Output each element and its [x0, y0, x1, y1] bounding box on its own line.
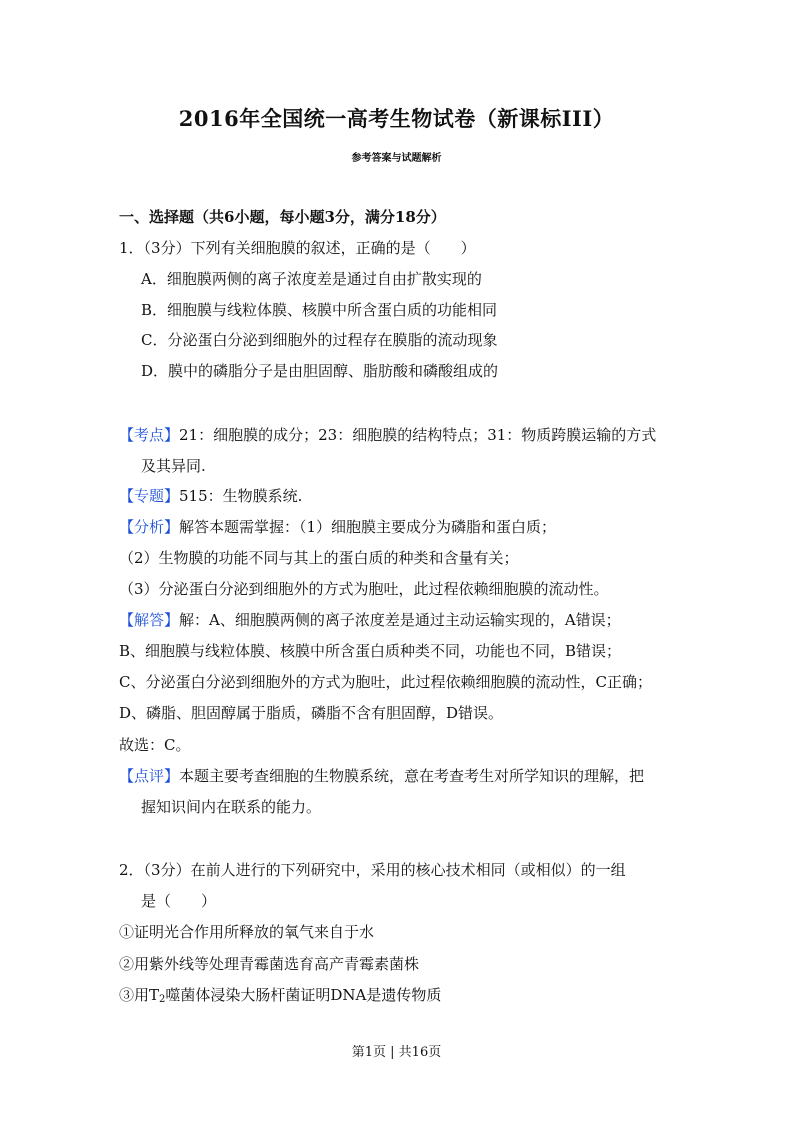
page-title: 2016年全国统一高考生物试卷（新课标III）: [178, 106, 615, 131]
item-3-prefix: ③用T: [119, 986, 160, 1004]
kaodian-text: 21：细胞膜的成分；23：细胞膜的结构特点；31：物质跨膜运输的方式: [179, 426, 657, 444]
question-1-option-c: C．分泌蛋白分泌到细胞外的过程存在膜脂的流动现象: [141, 331, 498, 349]
jieda-d: D、磷脂、胆固醇属于脂质，磷脂不含有胆固醇，D错误。: [119, 704, 504, 722]
answer-line: 故选：C。: [119, 736, 191, 754]
dianping-line: [119, 766, 644, 786]
question-1-option-d: D．膜中的磷脂分子是由胆固醇、脂肪酸和磷酸组成的: [141, 362, 499, 380]
kaodian-tag: 【考点】: [119, 426, 180, 444]
fenxi-point-2: （2）生物膜的功能不同与其上的蛋白质的种类和含量有关；: [119, 549, 519, 567]
question-2-item-2: ②用紫外线等处理青霉菌选育高产青霉素菌株: [119, 955, 420, 973]
kaodian-line: [119, 425, 656, 445]
question-1-stem: 1．（3分）下列有关细胞膜的叙述，正确的是（ ）: [119, 239, 476, 257]
jieda-text: 解：A、细胞膜两侧的离子浓度差是通过主动运输实现的，A错误；: [179, 611, 621, 629]
question-2-stem: 2．（3分）在前人进行的下列研究中，采用的核心技术相同（或相似）的一组: [119, 861, 626, 879]
zhuanti-line: [119, 486, 302, 506]
zhuanti-tag: 【专题】: [119, 487, 180, 505]
fenxi-point-3: （3）分泌蛋白分泌到细胞外的方式为胞吐，此过程依赖细胞膜的流动性。: [119, 580, 609, 598]
page-subtitle: 参考答案与试题解析: [351, 153, 442, 164]
dianping-text: 本题主要考查细胞的生物膜系统，意在考查考生对所学知识的理解，把: [179, 767, 645, 785]
question-1-option-a: A．细胞膜两侧的离子浓度差是通过自由扩散实现的: [141, 270, 482, 288]
dianping-tag: 【点评】: [119, 767, 180, 785]
page-footer: 第1页 | 共16页: [351, 1045, 442, 1060]
zhuanti-text: 515：生物膜系统.: [179, 487, 303, 505]
fenxi-tag: 【分析】: [119, 518, 180, 536]
section-heading: 一、选择题（共6小题，每小题3分，满分18分）: [119, 208, 446, 226]
fenxi-line: [119, 517, 556, 537]
question-2-stem-continuation: 是（ ）: [141, 892, 217, 910]
item-3-subscript: 2: [159, 994, 166, 1005]
jieda-line: [119, 610, 621, 630]
jieda-tag: 【解答】: [119, 611, 180, 629]
jieda-b: B、细胞膜与线粒体膜、核膜中所含蛋白质种类不同，功能也不同，B错误；: [119, 642, 622, 660]
question-2-item-1: ①证明光合作用所释放的氧气来自于水: [119, 923, 375, 941]
question-1-option-b: B．细胞膜与线粒体膜、核膜中所含蛋白质的功能相同: [141, 301, 498, 319]
kaodian-continuation: 及其异同.: [141, 457, 206, 475]
fenxi-text: 解答本题需掌握：（1）细胞膜主要成分为磷脂和蛋白质；: [179, 518, 557, 536]
jieda-c: C、分泌蛋白分泌到细胞外的方式为胞吐，此过程依赖细胞膜的流动性，C正确；: [119, 673, 652, 691]
question-2-item-3: [119, 985, 441, 1010]
item-3-text: 噬菌体浸染大肠杆菌证明DNA是遗传物质: [165, 986, 442, 1004]
dianping-continuation: 握知识间内在联系的能力。: [141, 798, 322, 816]
